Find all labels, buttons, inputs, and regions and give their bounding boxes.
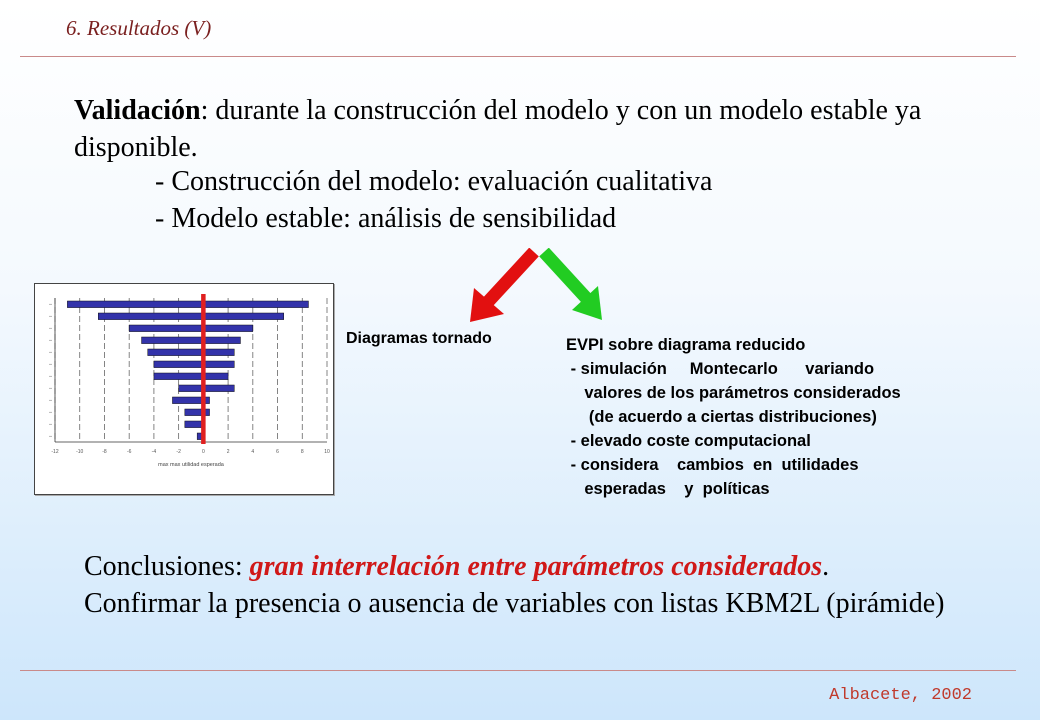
evpi-line: esperadas y políticas: [566, 480, 770, 498]
branch-arrows: [468, 248, 618, 326]
x-tick-label: -10: [76, 449, 84, 455]
tornado-bar: [185, 409, 210, 416]
validation-term: Validación: [74, 95, 201, 126]
evpi-line: - simulación Montecarlo variando: [566, 360, 875, 378]
tornado-bar: [142, 337, 241, 344]
footer-location-date: Albacete, 2002: [829, 686, 972, 705]
x-tick-label: 8: [300, 449, 304, 455]
x-axis-label: max max utilidad esperada: [158, 462, 224, 468]
validation-text: : durante la construcción del modelo y con un modelo estable ya disponible.: [74, 95, 922, 163]
x-tick-label: -12: [51, 449, 59, 455]
top-divider: [20, 56, 1016, 57]
evpi-line: valores de los parámetros considerados: [566, 384, 901, 402]
x-tick-label: 4: [251, 449, 255, 455]
x-tick-label: 0: [201, 449, 205, 455]
evpi-line: - elevado coste computacional: [566, 432, 811, 450]
conclusions-emphasis: gran interrelación entre parámetros considerados: [249, 551, 823, 582]
conclusions-suffix: .: [822, 551, 830, 582]
validation-paragraph: [74, 92, 974, 166]
evpi-line: EVPI sobre diagrama reducido: [566, 336, 806, 354]
green-arrow-icon: [544, 252, 602, 320]
evpi-line: - considera cambios en utilidades: [566, 456, 859, 474]
x-tick-label: -6: [126, 449, 132, 455]
tornado-bar: [148, 349, 235, 356]
x-tick-label: -2: [176, 449, 181, 455]
tornado-bar: [154, 373, 228, 380]
conclusions-prefix: Conclusiones:: [84, 551, 250, 582]
bullet-construction: - Construcción del modelo: evaluación cualitativa: [155, 166, 713, 197]
conclusions-line2: Confirmar la presencia o ausencia de variables con listas KBM2L (pirámide): [84, 588, 945, 619]
tornado-bar: [185, 421, 204, 428]
tornado-chart-svg: [35, 284, 333, 494]
x-tick-label: -4: [151, 449, 157, 455]
tornado-bar: [179, 385, 235, 392]
bottom-divider: [20, 670, 1016, 671]
x-tick-label: 2: [226, 449, 230, 455]
tornado-bar: [129, 325, 253, 332]
x-tick-label: -8: [102, 449, 107, 455]
bullet-stable-model: - Modelo estable: análisis de sensibilidad: [155, 203, 617, 234]
conclusions-paragraph: [84, 548, 984, 622]
x-tick-label: 6: [276, 449, 279, 455]
tornado-diagram: [34, 283, 334, 495]
red-arrow-icon: [470, 252, 534, 322]
tornado-bar: [98, 313, 283, 320]
evpi-line: (de acuerdo a ciertas distribuciones): [566, 408, 877, 426]
tornado-bar: [67, 301, 308, 308]
tornado-diagram-label: Diagramas tornado: [346, 330, 492, 347]
slide-section-title: 6. Resultados (V): [66, 16, 212, 40]
x-tick-label: 10: [324, 449, 330, 455]
evpi-text-block: [566, 333, 901, 501]
tornado-bar: [154, 361, 234, 368]
